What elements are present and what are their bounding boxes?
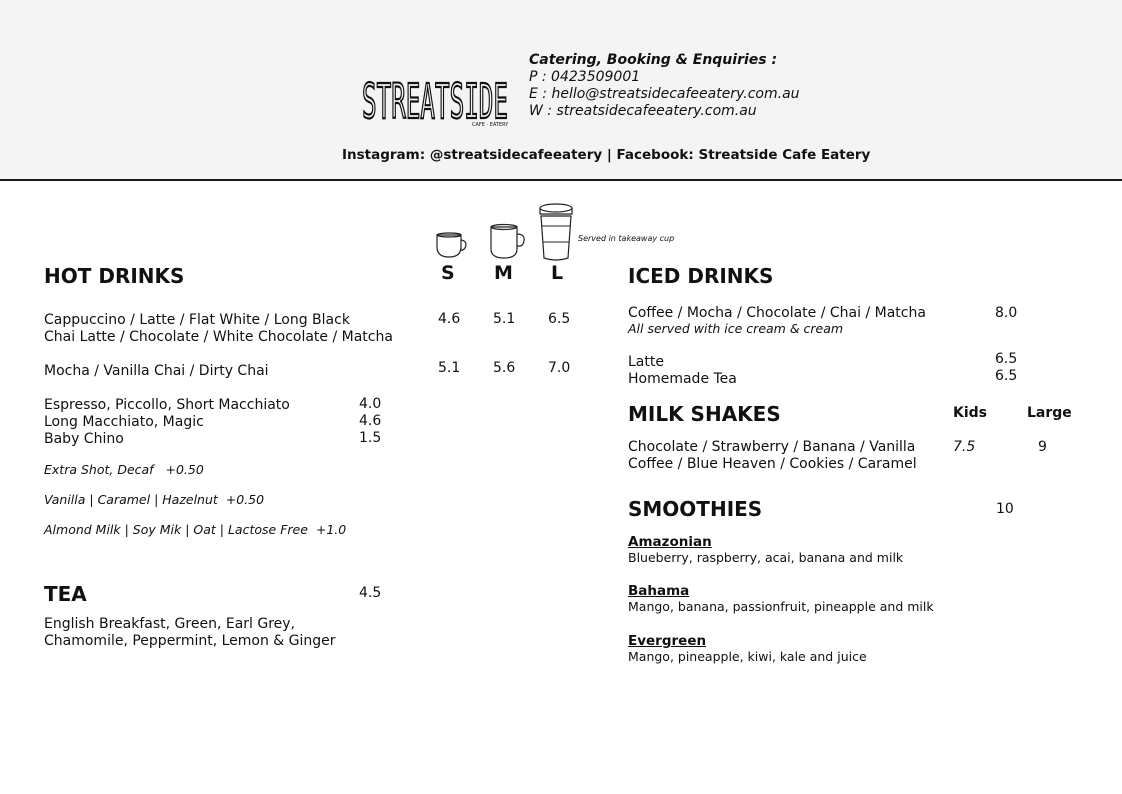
size-medium-label: M bbox=[494, 262, 513, 284]
syrup-note: Vanilla | Caramel | Hazelnut +0.50 bbox=[44, 492, 265, 507]
hot-row1-price-s: 4.6 bbox=[438, 311, 461, 327]
hot-drinks-title: HOT DRINKS bbox=[44, 264, 185, 288]
tea-title: TEA bbox=[44, 582, 87, 606]
smoothies-price: 10 bbox=[996, 501, 1014, 517]
social-links: Instagram: @streatsidecafeeatery | Facebook: Streatside Cafe Eatery bbox=[342, 147, 871, 163]
header-banner bbox=[0, 0, 1122, 181]
milk-shakes-line2: Coffee / Blue Heaven / Cookies / Caramel bbox=[628, 456, 917, 472]
hot-row2-price-s: 5.1 bbox=[438, 360, 461, 376]
espresso-item: Espresso, Piccollo, Short Macchiato bbox=[44, 397, 290, 413]
iced-row1-price: 8.0 bbox=[995, 305, 1018, 321]
milk-shakes-kids-price: 7.5 bbox=[953, 439, 976, 455]
smoothie-bahama-name: Bahama bbox=[628, 583, 690, 599]
smoothie-amazonian-desc: Blueberry, raspberry, acai, banana and milk bbox=[628, 550, 904, 565]
hot-row2-price-l: 7.0 bbox=[548, 360, 571, 376]
contact-phone: P : 0423509001 bbox=[529, 69, 641, 85]
smoothies-title: SMOOTHIES bbox=[628, 497, 763, 521]
espresso-price: 4.0 bbox=[359, 396, 382, 412]
smoothie-evergreen-desc: Mango, pineapple, kiwi, kale and juice bbox=[628, 649, 867, 664]
smoothie-amazonian-name: Amazonian bbox=[628, 534, 712, 550]
logo-text: STREATSIDE bbox=[362, 74, 508, 130]
long-macchiato-price: 4.6 bbox=[359, 413, 382, 429]
baby-chino-price: 1.5 bbox=[359, 430, 382, 446]
tea-price: 4.5 bbox=[359, 585, 382, 601]
milk-shakes-kids-col: Kids bbox=[953, 405, 988, 421]
milk-shakes-line1: Chocolate / Strawberry / Banana / Vanilla bbox=[628, 439, 916, 455]
milk-shakes-title: MILK SHAKES bbox=[628, 402, 781, 426]
smoothie-evergreen-name: Evergreen bbox=[628, 633, 707, 649]
tea-line2: Chamomile, Peppermint, Lemon & Ginger bbox=[44, 633, 336, 649]
homemade-tea-price: 6.5 bbox=[995, 368, 1018, 384]
milk-shakes-large-price: 9 bbox=[1038, 439, 1047, 455]
homemade-tea-item: Homemade Tea bbox=[628, 371, 737, 387]
logo bbox=[362, 42, 510, 130]
hot-row1-price-l: 6.5 bbox=[548, 311, 571, 327]
medium-cup-icon bbox=[488, 221, 528, 261]
small-cup-icon bbox=[434, 229, 470, 261]
logo-wordmark-icon bbox=[362, 42, 510, 130]
milk-shakes-large-col: Large bbox=[1027, 405, 1072, 421]
iced-row1-item: Coffee / Mocha / Chocolate / Chai / Matcha bbox=[628, 305, 926, 321]
hot-drinks-row2: Mocha / Vanilla Chai / Dirty Chai bbox=[44, 363, 269, 379]
size-large-label: L bbox=[551, 262, 564, 284]
hot-row1-price-m: 5.1 bbox=[493, 311, 516, 327]
iced-drinks-title: ICED DRINKS bbox=[628, 264, 774, 288]
hot-drinks-row1-line2: Chai Latte / Chocolate / White Chocolate / Matcha bbox=[44, 329, 393, 345]
iced-latte-price: 6.5 bbox=[995, 351, 1018, 367]
hot-row2-price-m: 5.6 bbox=[493, 360, 516, 376]
extra-shot-note: Extra Shot, Decaf +0.50 bbox=[44, 462, 204, 477]
iced-row1-note: All served with ice cream & cream bbox=[628, 321, 844, 336]
large-takeaway-cup-icon bbox=[538, 202, 574, 262]
takeaway-note: Served in takeaway cup bbox=[578, 234, 675, 243]
iced-latte-item: Latte bbox=[628, 354, 664, 370]
hot-drinks-row1-line1: Cappuccino / Latte / Flat White / Long Black bbox=[44, 312, 350, 328]
contact-web: W : streatsidecafeeatery.com.au bbox=[529, 103, 757, 119]
contact-email: E : hello@streatsidecafeeatery.com.au bbox=[529, 86, 800, 102]
milk-alternatives-note: Almond Milk | Soy Mik | Oat | Lactose Free +1.0 bbox=[44, 522, 347, 537]
tea-line1: English Breakfast, Green, Earl Grey, bbox=[44, 616, 296, 632]
size-small-label: S bbox=[441, 262, 455, 284]
logo-subtitle: CAFE · EATERY bbox=[472, 122, 509, 128]
baby-chino-item: Baby Chino bbox=[44, 431, 124, 447]
contact-heading: Catering, Booking & Enquiries : bbox=[529, 52, 778, 68]
long-macchiato-item: Long Macchiato, Magic bbox=[44, 414, 204, 430]
smoothie-bahama-desc: Mango, banana, passionfruit, pineapple and milk bbox=[628, 599, 934, 614]
